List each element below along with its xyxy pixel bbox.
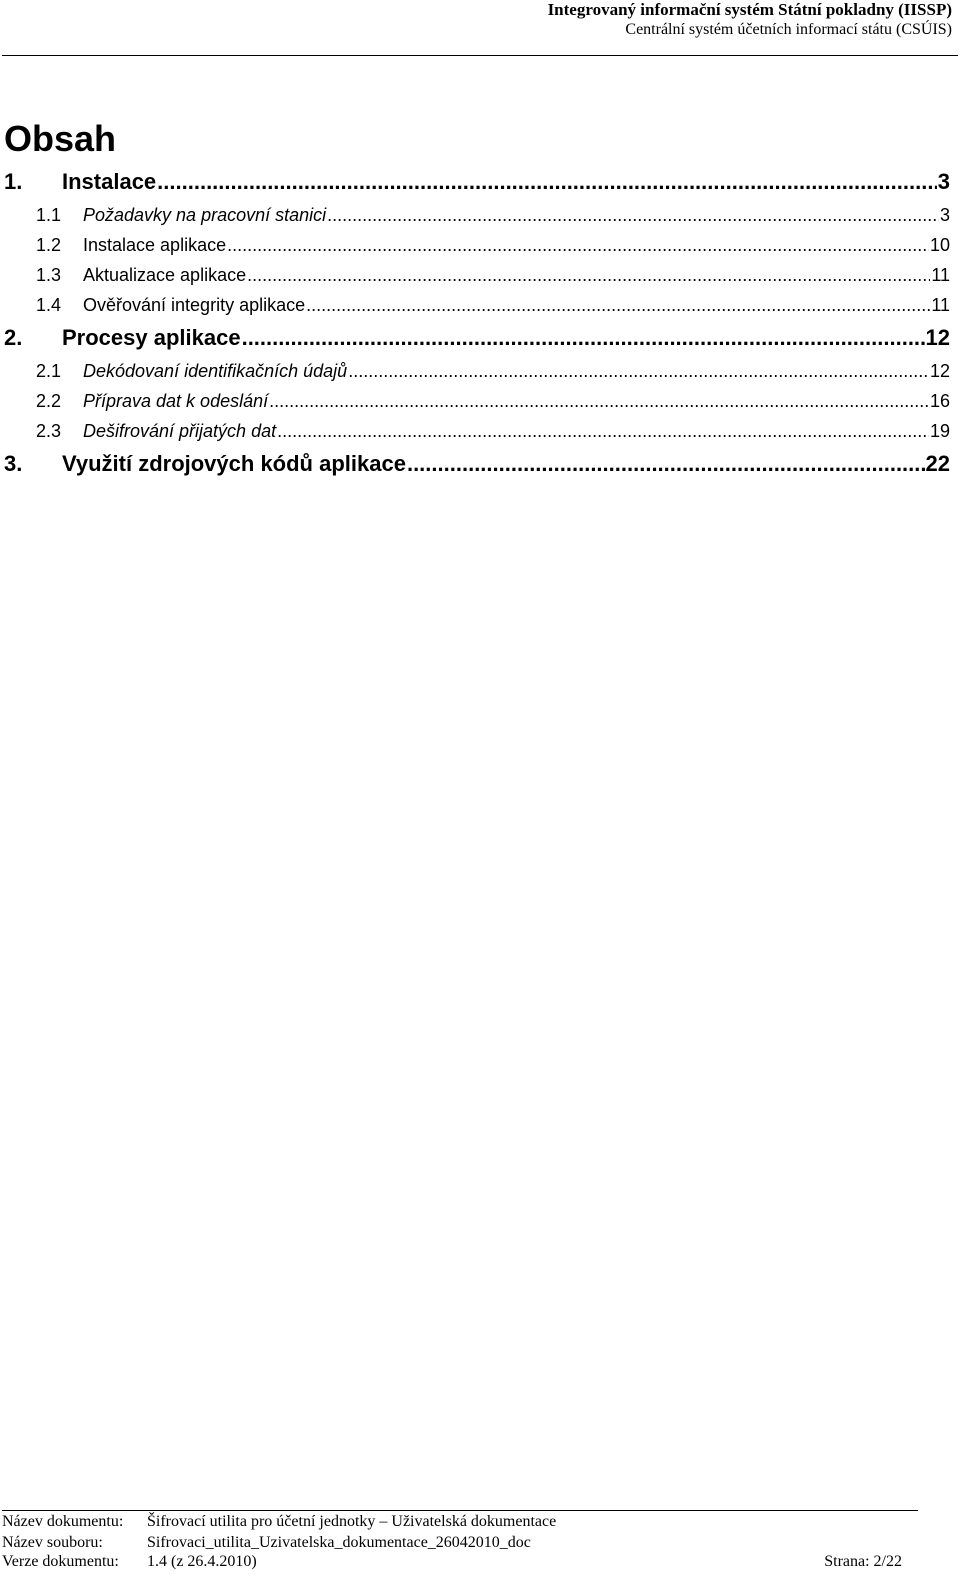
footer-file-name-value: Sifrovaci_utilita_Uzivatelska_dokumentace_26042010_doc xyxy=(147,1534,531,1551)
toc-entry-number: 2.3 xyxy=(36,421,62,441)
toc-entry-leader xyxy=(242,325,925,351)
toc-entry-leader xyxy=(277,421,929,442)
toc-entry[interactable] xyxy=(0,265,950,295)
toc-entry-leader xyxy=(157,169,937,195)
toc-entry[interactable] xyxy=(0,295,950,325)
toc-entry[interactable] xyxy=(0,451,950,487)
footer-file-name xyxy=(2,1533,531,1553)
toc-entry[interactable] xyxy=(0,361,950,391)
toc-entry-number: 2.2 xyxy=(36,391,62,411)
toc-entry-leader xyxy=(348,361,929,382)
footer-doc-name-label: Název dokumentu: xyxy=(2,1513,124,1530)
toc-entry-leader xyxy=(269,391,929,412)
toc-entry[interactable] xyxy=(0,421,950,451)
toc-entry-title: Ověřování integrity aplikace xyxy=(83,295,306,315)
toc-entry[interactable] xyxy=(0,235,950,265)
toc-entry-page: 3 xyxy=(937,169,950,194)
toc-entry-number: 1. xyxy=(4,169,23,194)
toc-entry-title: Příprava dat k odeslání xyxy=(83,391,269,411)
toc-entry-leader xyxy=(327,205,939,226)
toc-entry-leader xyxy=(407,451,925,477)
header-subsystem-name: Centrální systém účetních informací státu (CSÚIS) xyxy=(625,21,952,38)
toc-entry-page: 22 xyxy=(925,451,950,476)
toc-entry-title: Požadavky na pracovní stanici xyxy=(83,205,327,225)
toc-entry-number: 1.3 xyxy=(36,265,62,285)
toc-entry-title: Procesy aplikace xyxy=(62,325,241,350)
header-divider xyxy=(2,55,958,56)
document-header xyxy=(548,0,952,40)
toc-entry-number: 3. xyxy=(4,451,23,476)
toc-entry-title: Aktualizace aplikace xyxy=(83,265,247,285)
toc-entry-page: 10 xyxy=(929,235,950,255)
toc-entry-leader xyxy=(247,265,930,286)
table-of-contents xyxy=(0,169,950,487)
toc-entry-number: 1.2 xyxy=(36,235,62,255)
footer-version xyxy=(2,1552,902,1572)
toc-entry-page: 11 xyxy=(931,265,950,285)
footer-page-number: Strana: 2/22 xyxy=(824,1553,902,1570)
toc-entry[interactable] xyxy=(0,391,950,421)
footer-divider xyxy=(2,1510,918,1511)
footer-doc-name-value: Šifrovací utilita pro účetní jednotky – Uživatelská dokumentace xyxy=(147,1513,557,1530)
toc-heading: Obsah xyxy=(4,118,117,159)
toc-entry-number: 1.1 xyxy=(36,205,62,225)
footer-version-value: 1.4 (z 26.4.2010) xyxy=(147,1553,257,1570)
header-system-name: Integrovaný informační systém Státní pokladny (IISSP) xyxy=(547,0,952,19)
toc-entry-number: 2.1 xyxy=(36,361,62,381)
toc-entry-page: 19 xyxy=(929,421,950,441)
toc-entry[interactable] xyxy=(0,169,950,205)
toc-entry-title: Instalace aplikace xyxy=(83,235,227,255)
toc-entry[interactable] xyxy=(0,205,950,235)
toc-entry-number: 2. xyxy=(4,325,23,350)
toc-entry[interactable] xyxy=(0,325,950,361)
toc-entry-title: Instalace xyxy=(62,169,157,194)
toc-entry-page: 11 xyxy=(931,295,950,315)
toc-entry-title: Dekódovaní identifikačních údajů xyxy=(83,361,348,381)
footer-version-label: Verze dokumentu: xyxy=(2,1553,119,1570)
toc-entry-page: 3 xyxy=(939,205,950,225)
toc-entry-leader xyxy=(227,235,929,256)
toc-entry-title: Využití zdrojových kódů aplikace xyxy=(62,451,406,476)
toc-entry-page: 12 xyxy=(929,361,950,381)
toc-entry-title: Dešifrování přijatých dat xyxy=(83,421,277,441)
toc-entry-page: 12 xyxy=(925,325,950,350)
toc-entry-number: 1.4 xyxy=(36,295,62,315)
toc-entry-leader xyxy=(306,295,930,316)
toc-entry-page: 16 xyxy=(929,391,950,411)
footer-doc-name xyxy=(2,1512,556,1532)
footer-file-name-label: Název souboru: xyxy=(2,1534,103,1551)
